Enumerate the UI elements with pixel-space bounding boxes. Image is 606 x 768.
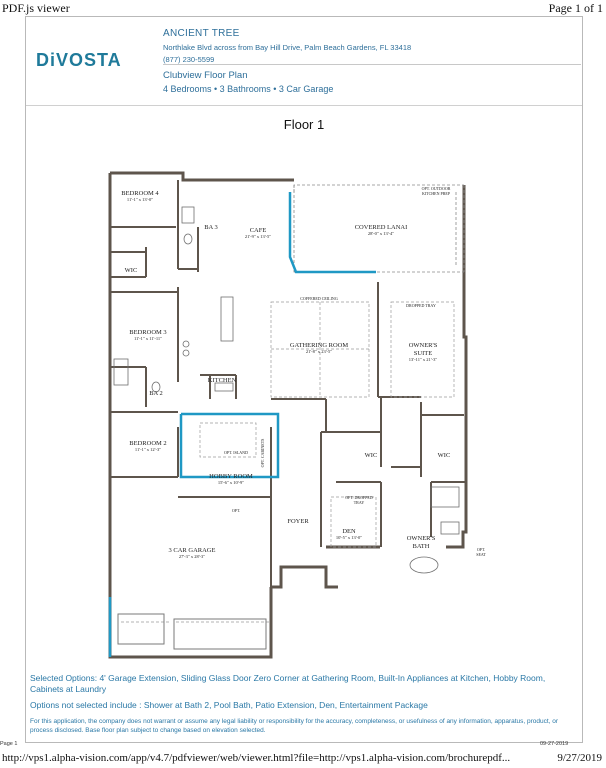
owners-suite-label-1: OWNER'S — [408, 342, 438, 349]
bedroom3-dims: 11'-1" x 11'-11" — [133, 336, 163, 341]
opt-dropped-tray-label-2: TRAY — [353, 500, 365, 505]
opt-island-label: OPT. ISLAND — [224, 450, 248, 455]
selected-options: Selected Options: 4' Garage Extension, Sliding Glass Door Zero Corner at Gathering Room, Built-In Appliances at Kitchen, Hobby Room, Cabinets at Laundry — [30, 673, 546, 694]
footer-date: 09-27-2019 — [540, 741, 569, 747]
print-date: 9/27/2019 — [557, 752, 602, 764]
exterior-walls — [110, 173, 466, 657]
hobby-room-label: HOBBY ROOM — [209, 473, 253, 480]
option-zones — [121, 302, 454, 622]
den-dims: 10'-5" x 13'-0" — [335, 535, 363, 540]
dropped-tray-label: DROPPED TRAY — [406, 303, 436, 308]
opt-seat-label-1: OPT. — [476, 547, 486, 552]
covered-lanai-dims: 28'-0" x 13'-4" — [367, 231, 395, 236]
wic1-label: WIC — [124, 267, 138, 274]
community-name: ANCIENT TREE — [163, 28, 240, 39]
header-text-block — [163, 17, 581, 105]
outdoor-kitchen-label-2: KITCHEN PREP — [421, 191, 451, 196]
opt-seat-label-2: SEAT — [476, 552, 486, 557]
coffered-ceiling-label: COFFERED CEILING — [300, 296, 338, 301]
owners-bath-label-1: OWNER'S — [406, 535, 436, 542]
floor-label: Floor 1 — [283, 117, 325, 132]
not-selected-options: Options not selected include : Shower at Bath 2, Pool Bath, Patio Extension, Den, Entertainment Package — [30, 700, 428, 710]
browser-title: PDF.js viewer — [2, 1, 70, 15]
owners-bath-label-2: BATH — [412, 543, 430, 550]
ba2-label: BA 2 — [149, 390, 163, 397]
garage-label: 3 CAR GARAGE — [168, 547, 216, 554]
header-divider — [163, 64, 581, 65]
wic2-label: WIC — [364, 452, 378, 459]
bedroom3-label: BEDROOM 3 — [129, 329, 167, 336]
divosta-logo: DiVOSTA — [36, 50, 122, 70]
footer-page-number: Page 1 — [0, 741, 18, 747]
garage-doors — [118, 614, 266, 649]
opt-bench-label: OPT. — [231, 508, 241, 513]
outdoor-kitchen-label-1: OPT. OUTDOOR — [421, 186, 451, 191]
plan-specs: 4 Bedrooms • 3 Bathrooms • 3 Car Garage — [163, 84, 334, 94]
ba3-label: BA 3 — [204, 224, 218, 231]
owners-suite-label-2: SUITE — [413, 350, 433, 357]
den-label: DEN — [342, 528, 356, 535]
gathering-room-dims: 21'-8" x 23'-5" — [305, 349, 333, 354]
cafe-dims: 21'-9" x 13'-5" — [244, 234, 272, 239]
bedroom4-dims: 11'-1" x 13'-0" — [126, 197, 154, 202]
url-text: http://vps1.alpha-vision.com/app/v4.7/pdfviewer/web/viewer.html?file=http://vps1.alpha-vision.com/brochurepdf... — [2, 752, 511, 764]
wic3-label: WIC — [437, 452, 451, 459]
owners-suite-dims: 13'-11" x 21'-3" — [408, 357, 438, 362]
interior-walls — [110, 180, 466, 587]
bedroom4-label: BEDROOM 4 — [121, 190, 159, 197]
cafe-label: CAFE — [249, 227, 267, 234]
kitchen-label: KITCHEN — [207, 377, 237, 384]
hobby-room-dims: 15'-6" x 10'-9" — [217, 480, 245, 485]
community-phone: (877) 230-5599 — [163, 55, 215, 64]
covered-lanai-label: COVERED LANAI — [354, 224, 408, 231]
bedroom2-label: BEDROOM 2 — [129, 440, 167, 447]
garage-dims: 27'-3" x 28'-3" — [178, 554, 206, 559]
foyer-label: FOYER — [287, 518, 309, 525]
disclaimer: For this application, the company does not warrant or assume any legal liability or responsibility for the accuracy, completeness, or usefulness of any information, apparatus, product, or process disclosed. Base floor plan subject to change based on elevation selected. — [30, 718, 559, 734]
opt-dropped-tray-label-1: OPT. DROPPED — [345, 495, 373, 500]
page-indicator: Page 1 of 1 — [548, 1, 603, 15]
gathering-room-label: GATHERING ROOM — [289, 342, 349, 349]
bedroom2-dims: 11'-1" x 12'-3" — [134, 447, 162, 452]
community-address: Northlake Blvd across from Bay Hill Drive, Palm Beach Gardens, FL 33418 — [163, 43, 412, 52]
plan-name: Clubview Floor Plan — [163, 70, 248, 81]
floor-plan — [26, 137, 582, 662]
brochure-page — [25, 16, 583, 743]
opt-cabinets-label: OPT. CABINETS — [260, 438, 265, 468]
brochure-header — [26, 17, 582, 106]
